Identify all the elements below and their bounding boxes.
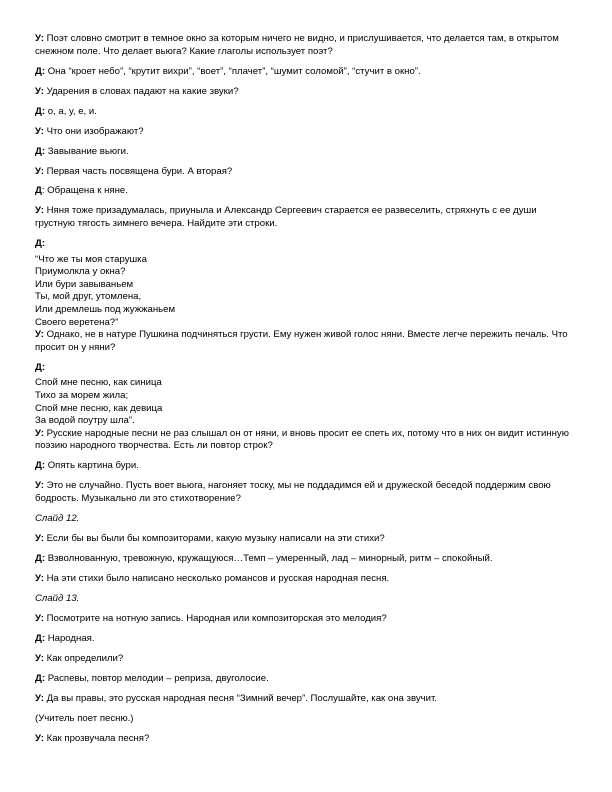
speaker-label: Д: bbox=[35, 460, 46, 472]
dialog-text: Посмотрите на нотную запись. Народная или композиторская это мелодия? bbox=[43, 612, 387, 624]
dialog-text: Если бы вы были бы композиторами, какую музыку написали на эти стихи? bbox=[43, 532, 385, 544]
poem-line: Ты, мой друг, утомлена, bbox=[35, 291, 142, 303]
dialog-paragraph bbox=[35, 653, 574, 666]
dialog-paragraph bbox=[35, 693, 574, 706]
slide-label: Слайд 13. bbox=[35, 592, 80, 604]
dialog-paragraph bbox=[35, 480, 574, 505]
speaker-label: У: bbox=[35, 732, 44, 744]
dialog-text: о, а, у, е, и. bbox=[45, 105, 97, 117]
poem-line: “Что же ты моя старушка bbox=[35, 253, 147, 265]
slide-label: Слайд 12. bbox=[35, 512, 80, 524]
dialog-paragraph bbox=[35, 106, 574, 119]
speaker-label: У: bbox=[35, 532, 44, 544]
dialog-paragraph bbox=[35, 428, 574, 453]
dialog-paragraph bbox=[35, 185, 574, 198]
poem-line: Спой мне песню, как синица bbox=[35, 377, 162, 389]
dialog-paragraph bbox=[35, 673, 574, 686]
speaker-label: Д: bbox=[35, 552, 46, 564]
speaker-label: У: bbox=[35, 205, 44, 217]
dialog-paragraph bbox=[35, 733, 574, 746]
dialog-paragraph bbox=[35, 166, 574, 179]
poem-line: Или бури завываньем bbox=[35, 278, 134, 290]
dialog-paragraph bbox=[35, 146, 574, 159]
poem-line: Тихо за морем жила; bbox=[35, 389, 129, 401]
dialog-paragraph bbox=[35, 613, 574, 626]
speaker-label: У: bbox=[35, 33, 44, 44]
dialog-text: Что они изображают? bbox=[43, 125, 144, 137]
dialog-paragraph bbox=[35, 553, 574, 566]
dialog-paragraph bbox=[35, 362, 574, 375]
speaker-label: Д: bbox=[35, 632, 46, 644]
poem-line: За водой поутру шла”. bbox=[35, 415, 135, 427]
dialog-text: Да вы правы, это русская народная песня “Зимний вечер”. Послушайте, как она звучит. bbox=[43, 692, 437, 704]
poem-line: Своего веретена?” bbox=[35, 316, 119, 328]
dialog-text: Первая часть посвящена бури. А вторая? bbox=[43, 165, 233, 177]
dialog-text: Она “кроет небо”, “крутит вихри”, “воет”, “плачет”, “шумит соломой”, “стучит в окно”. bbox=[45, 65, 421, 77]
poem-line: Спой мне песню, как девица bbox=[35, 402, 163, 414]
dialog-text: : Обращена к няне. bbox=[41, 185, 128, 197]
dialog-text: Няня тоже призадумалась, приуныла и Александр Сергеевич старается ее развеселить, стряхнуть с ее души грустную тягость зимнего вечера. Найдите эти строки. bbox=[35, 205, 537, 230]
speaker-label: Д: bbox=[35, 145, 46, 157]
poem-line: Или дремлешь под жужжаньем bbox=[35, 304, 176, 316]
speaker-label: У: bbox=[35, 165, 44, 177]
dialog-text: На эти стихи было написано несколько романсов и русская народная песня. bbox=[43, 572, 390, 584]
speaker-label: У: bbox=[35, 329, 44, 341]
speaker-label: У: bbox=[35, 85, 44, 97]
dialog-paragraph bbox=[35, 573, 574, 586]
dialog-text: Однако, не в натуре Пушкина подчиняться грусти. Ему нужен живой голос няни. Вместе легче пережить печаль. Что просит он у няни? bbox=[35, 329, 568, 353]
dialog-text: Это не случайно. Пусть воет вьюга, нагоняет тоску, мы не поддадимся ей и дружеской беседой поддержим свою бодрость. Музыкально ли это стихотворение? bbox=[35, 480, 551, 504]
dialog-paragraph bbox=[35, 86, 574, 99]
dialog-paragraph bbox=[35, 205, 574, 230]
dialog-text: Завывание вьюги. bbox=[45, 145, 129, 157]
speaker-label: Д bbox=[35, 185, 42, 197]
dialog-text: Русские народные песни не раз слышал он от няни, и вновь просит ее спеть их, потому что в них он видит истинную поэзию народного творчества. Есть ли повтор строк? bbox=[35, 427, 569, 452]
document-body bbox=[35, 33, 574, 745]
speaker-label: Д: bbox=[35, 672, 46, 684]
dialog-paragraph bbox=[35, 329, 574, 354]
dialog-paragraph bbox=[35, 66, 574, 79]
dialog-paragraph bbox=[35, 126, 574, 139]
dialog-text: Опять картина бури. bbox=[45, 460, 139, 472]
poem-quote bbox=[35, 254, 574, 330]
dialog-text: Народная. bbox=[45, 632, 95, 644]
dialog-text: Как определили? bbox=[43, 652, 124, 664]
speaker-label: У: bbox=[35, 125, 44, 137]
poem-quote bbox=[35, 377, 574, 427]
speaker-label: Д: bbox=[35, 65, 46, 77]
speaker-label: Д: bbox=[35, 238, 46, 250]
speaker-label: У: bbox=[35, 572, 44, 584]
speaker-label: У: bbox=[35, 692, 44, 704]
dialog-text: Ударения в словах падают на какие звуки? bbox=[43, 85, 239, 97]
poem-line: Приумолкла у окна? bbox=[35, 266, 126, 278]
speaker-label: У: bbox=[35, 427, 44, 439]
dialog-paragraph bbox=[35, 238, 574, 251]
dialog-paragraph bbox=[35, 33, 574, 58]
speaker-label: Д: bbox=[35, 105, 46, 117]
dialog-text: Как прозвучала песня? bbox=[43, 732, 150, 744]
dialog-text: Распевы, повтор мелодии – реприза, двуголосие. bbox=[45, 672, 269, 684]
dialog-paragraph bbox=[35, 533, 574, 546]
stage-direction: (Учитель поет песню.) bbox=[35, 712, 134, 724]
dialog-text: Поэт словно смотрит в темное окно за которым ничего не видно, и прислушивается, что делается там, в открытом снежном поле. Что делает вьюга? Какие глаголы использует поэт? bbox=[35, 33, 559, 57]
speaker-label: У: bbox=[35, 652, 44, 664]
dialog-text: Взволнованную, тревожную, кружащуюся…Темп – умеренный, лад – минорный, ритм – спокойный. bbox=[45, 552, 493, 564]
dialog-paragraph bbox=[35, 460, 574, 473]
speaker-label: У: bbox=[35, 480, 44, 492]
speaker-label: У: bbox=[35, 612, 44, 624]
speaker-label: Д: bbox=[35, 361, 46, 373]
dialog-paragraph bbox=[35, 633, 574, 646]
